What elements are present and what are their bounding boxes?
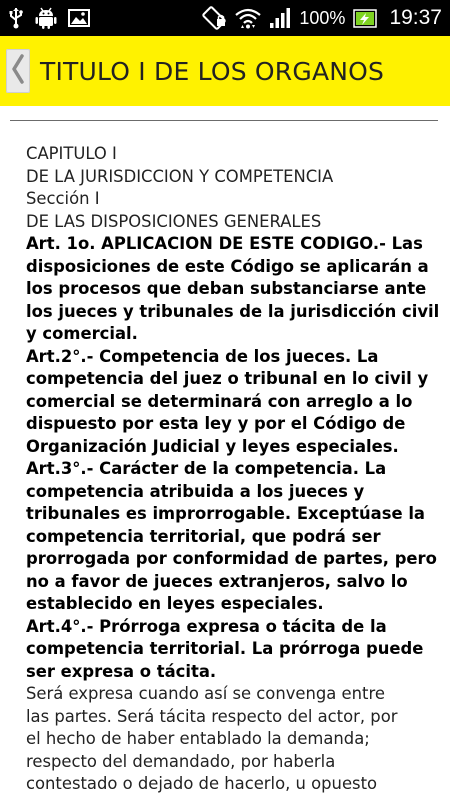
title-bar [0, 36, 450, 106]
text-line: prorrogada por conformidad de partes, pero [26, 549, 437, 568]
wifi-icon [235, 7, 261, 29]
text-line: el hecho de haber entablado la demanda; [26, 729, 370, 748]
status-bar [0, 0, 450, 36]
text-line: contestado o dejado de hacerlo, u opuesto [26, 774, 378, 793]
signal-icon [269, 7, 291, 29]
notification-icons [8, 6, 90, 30]
clock: 19:37 [389, 6, 442, 29]
battery-percent: 100% [299, 7, 346, 28]
text-line: establecido en leyes especiales. [26, 594, 324, 613]
text-line: no a favor de jueces extranjeros, salvo lo [26, 571, 408, 591]
text-line: CAPITULO I [26, 144, 117, 163]
text-line: competencia atribuida a los jueces y [26, 481, 365, 501]
text-line: las partes. Será tácita respecto del actor, por [26, 706, 398, 726]
text-line: dispuesto por esta ley y por el Código de [26, 414, 406, 433]
text-line: tribunales es improrrogable. Exceptúase la [26, 504, 425, 523]
back-button[interactable] [6, 49, 30, 93]
rotation-lock-icon [201, 6, 227, 30]
text-line: competencia territorial. La prórroga puede [26, 639, 424, 658]
text-line: Sección I [26, 189, 100, 208]
text-line: Será expresa cuando así se convenga entre [26, 684, 385, 703]
text-line: DE LAS DISPOSICIONES GENERALES [26, 211, 322, 231]
text-line: Art.4°.- Prórroga expresa o tácita de la [26, 616, 387, 636]
text-line: ser expresa o tácita. [26, 661, 217, 681]
text-line: competencia del juez o tribunal en lo civil y [26, 369, 429, 388]
android-icon [34, 6, 58, 30]
text-line: y comercial. [26, 324, 138, 343]
text-line: comercial se determinará con arreglo a lo [26, 391, 413, 411]
text-line: Organización Judicial y leyes especiales. [26, 436, 399, 456]
text-line: Art.2°.- Competencia de los jueces. La [26, 346, 379, 366]
system-indicators [201, 6, 442, 30]
chevron-left-icon [11, 54, 25, 88]
text-line: competencia territorial, que podrá ser [26, 526, 381, 546]
usb-icon [8, 7, 24, 29]
text-line: los jueces y tribunales de la jurisdicción civil [26, 301, 440, 321]
text-line: disposiciones de este Código se aplicarán a [26, 256, 429, 276]
document-text [26, 143, 446, 796]
battery-charging-icon [353, 7, 377, 29]
image-icon [68, 8, 90, 28]
text-line: los procesos que deban substanciarse ante [26, 279, 427, 298]
text-line: respecto del demandado, por haberla [26, 751, 336, 771]
header-divider [10, 120, 438, 121]
page-title: TITULO I DE LOS ORGANOS [40, 56, 385, 86]
text-line: DE LA JURISDICCION Y COMPETENCIA [26, 166, 334, 186]
text-line: Art. 1o. APLICACION DE ESTE CODIGO.- Las [26, 234, 423, 253]
text-line: Art.3°.- Carácter de la competencia. La [26, 459, 387, 478]
